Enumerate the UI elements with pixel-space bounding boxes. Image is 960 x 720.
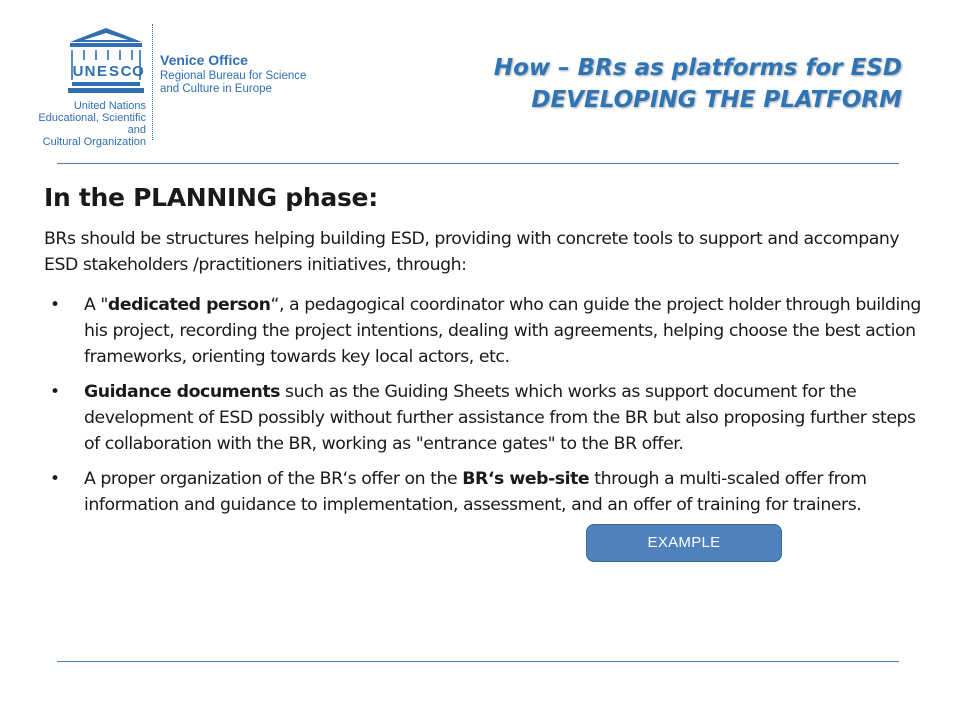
bullet-bold-text: dedicated person	[107, 295, 271, 315]
logo-letter: O	[132, 63, 144, 80]
intro-paragraph: BRs should be structures helping building ESD, providing with concrete tools to support and accompany ESD stakeholders /practitioners initiatives, through:	[44, 229, 900, 275]
bullet-text: through a multi-scaled offer from information and guidance to implementation, assessment, and an offer of training for trainers.	[84, 469, 867, 515]
logo-letter: N	[84, 63, 96, 80]
bullet-item-dedicated-person	[44, 292, 924, 370]
section-heading: In the PLANNING phase:	[44, 183, 378, 212]
bullet-bold-text: Guidance documents	[84, 382, 280, 402]
logo-divider	[152, 24, 153, 140]
bottom-divider	[57, 661, 899, 662]
unesco-logo	[18, 22, 318, 148]
slide-title-line-1: How – BRs as platforms for ESD	[493, 55, 902, 81]
bullet-icon: •	[50, 295, 60, 315]
logo-letter: C	[120, 63, 132, 80]
bullet-item-guidance-documents	[44, 379, 924, 457]
top-divider	[57, 163, 899, 164]
organization-name: United Nations Educational, Scientific and Cultural Organization	[38, 100, 146, 148]
slide-title-line-2: DEVELOPING THE PLATFORM	[531, 87, 902, 113]
logo-letter: E	[96, 63, 108, 80]
logo-letter: U	[72, 63, 84, 80]
bullet-list	[44, 292, 924, 527]
office-title: Venice Office	[160, 52, 248, 68]
bullet-icon: •	[50, 469, 60, 489]
office-subtitle: Regional Bureau for Science and Culture in Europe	[160, 70, 307, 95]
bullet-text: A "	[84, 295, 108, 315]
bullet-icon: •	[50, 382, 60, 402]
slide-title	[494, 52, 902, 116]
unesco-temple-icon	[66, 26, 146, 94]
bullet-text: “, a pedagogical coordinator who can guide the project holder through building his project, recording the project intentions, dealing with agreements, helping choose the best action frameworks, orienting towards key local actors, etc.	[84, 295, 921, 367]
bullet-text: A proper organization of the BR‘s offer on the	[84, 469, 463, 489]
logo-letter: S	[108, 63, 120, 80]
bullet-item-website	[44, 466, 924, 518]
bullet-bold-text: BR‘s web-site	[462, 469, 590, 489]
example-button[interactable]: EXAMPLE	[586, 524, 782, 562]
bullet-text: such as the Guiding Sheets which works as support document for the development of ESD possibly without further assistance from the BR but also proposing further steps of collaboration with the BR, working as "entrance gates" to the BR offer.	[84, 382, 916, 454]
